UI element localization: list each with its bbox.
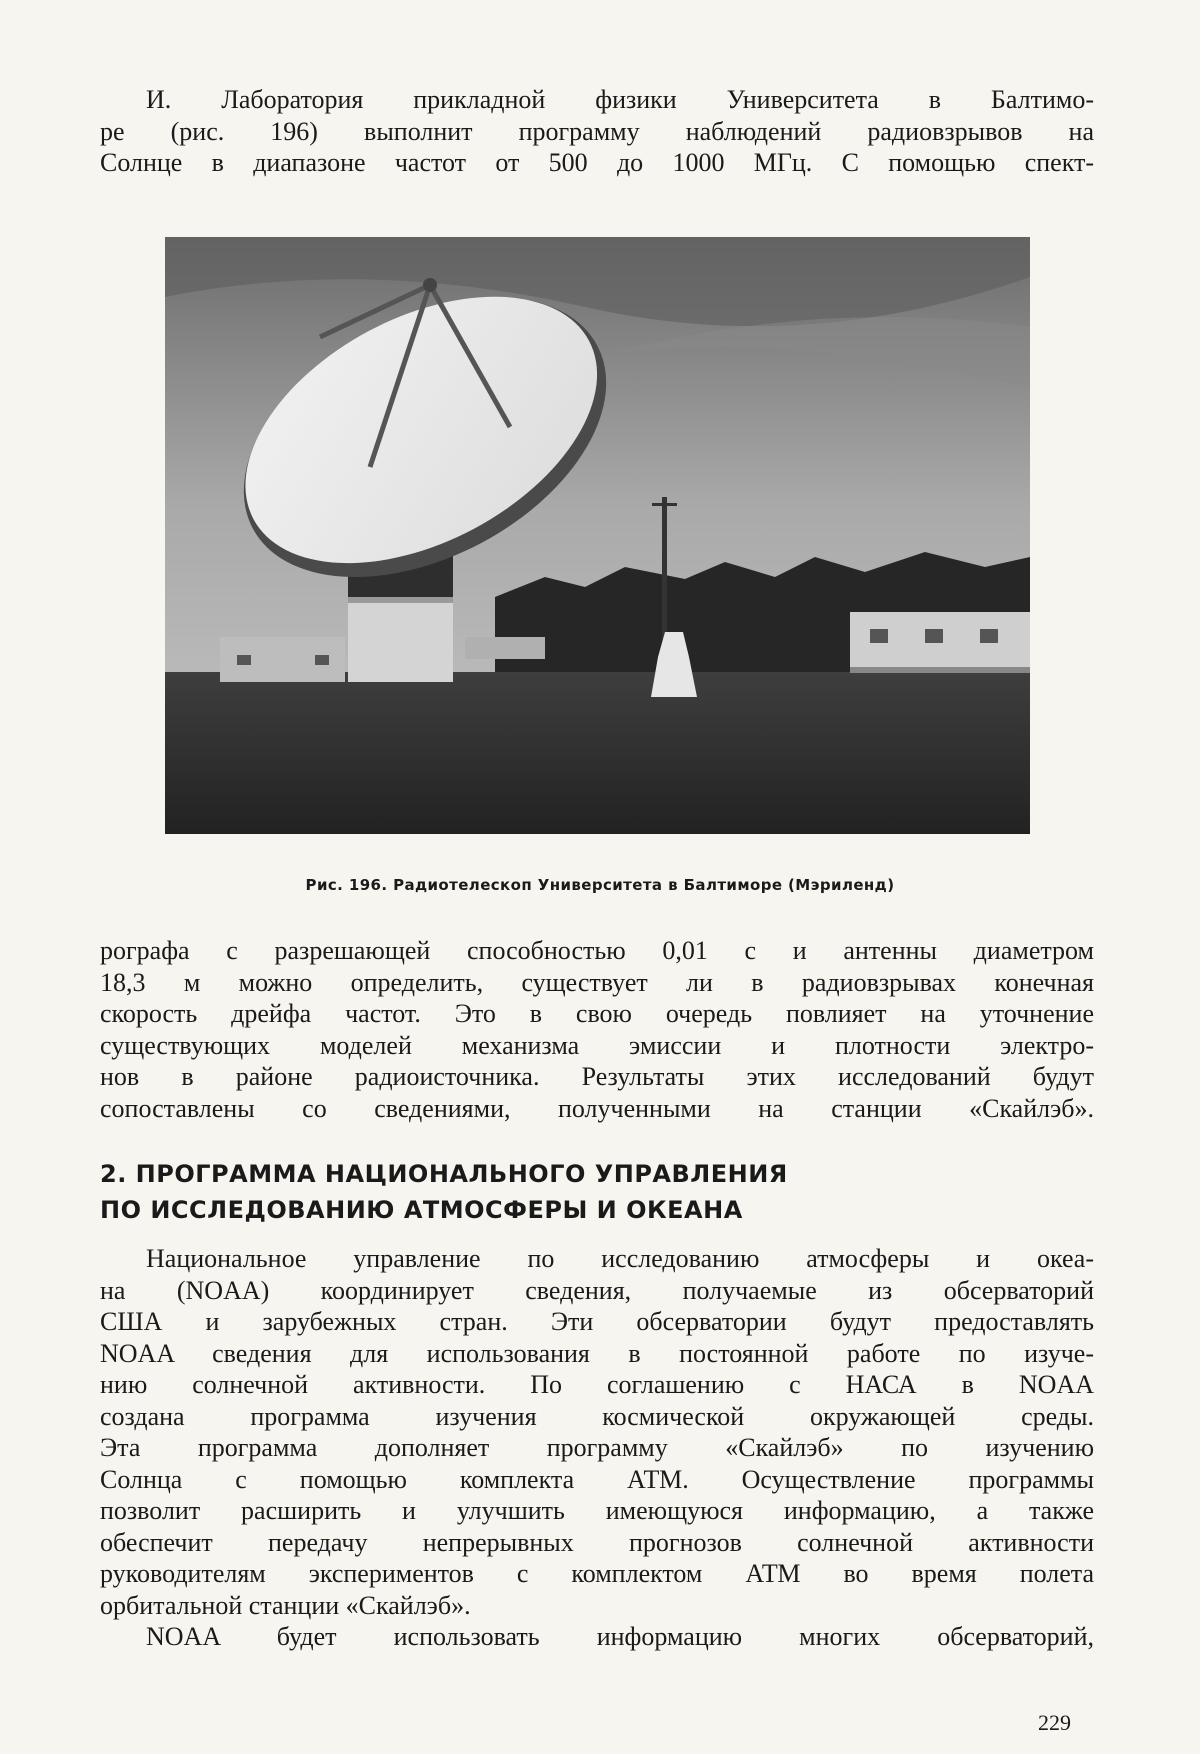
text-line: Солнце в диапазоне частот от 500 до 1000 МГц. С помощью спект- — [100, 148, 1094, 177]
text-line: скорость дрейфа частот. Это в свою очередь повлияет на уточнение — [100, 999, 1094, 1028]
text-line: сопоставлены со сведениями, полученными на станции «Скайлэб». — [100, 1093, 1094, 1123]
text-line: США и зарубежных стран. Эти обсерватории будут предоставлять — [100, 1307, 1094, 1336]
text-line: Эта программа дополняет программу «Скайлэб» по изучению — [100, 1433, 1094, 1462]
text-line: создана программа изучения космической окружающей среды. — [100, 1401, 1094, 1431]
text-line: NOAA будет использовать информацию многих обсерваторий, — [146, 1622, 1094, 1651]
section-heading — [100, 1156, 1094, 1228]
photo-illustration — [165, 237, 1030, 834]
text-line: Солнца с помощью комплекта АТМ. Осуществление программы — [100, 1464, 1094, 1494]
text-line: позволит расширить и улучшить имеющуюся информацию, а также — [100, 1496, 1094, 1525]
text-line: нию солнечной активности. По соглашению с НАСА в NOAA — [100, 1370, 1094, 1399]
figure-caption: Рис. 196. Радиотелескоп Университета в Балтиморе (Мэриленд) — [305, 876, 895, 894]
text-line: ре (рис. 196) выполнит программу наблюдений радиовзрывов на — [100, 116, 1094, 146]
text-line: Национальное управление по исследованию атмосферы и океа- — [146, 1244, 1094, 1273]
text-line: существующих моделей механизма эмиссии и плотности электро- — [100, 1030, 1094, 1060]
section-heading-line: ПО ИССЛЕДОВАНИЮ АТМОСФЕРЫ И ОКЕАНА — [100, 1196, 743, 1224]
text-line: орбитальной станции «Скайлэб». — [100, 1590, 471, 1620]
radio-telescope-photo — [165, 237, 1030, 834]
text-line: нов в районе радиоисточника. Результаты этих исследований будут — [100, 1062, 1094, 1091]
text-line: 18,3 м можно определить, существует ли в радиовзрывах конечная — [100, 967, 1094, 997]
paragraph-continuation — [100, 935, 1094, 1124]
text-line: на (NOAA) координирует сведения, получаемые из обсерваторий — [100, 1275, 1094, 1305]
text-line: И. Лаборатория прикладной физики Университета в Балтимо- — [146, 85, 1094, 114]
text-line: обеспечит передачу непрерывных прогнозов солнечной активности — [100, 1527, 1094, 1557]
text-line: рографа с разрешающей способностью 0,01 с и антенны диаметром — [100, 936, 1094, 965]
section-heading-line: 2. ПРОГРАММА НАЦИОНАЛЬНОГО УПРАВЛЕНИЯ — [100, 1160, 788, 1188]
paragraph-noaa — [100, 1243, 1094, 1653]
page-number: 229 — [1038, 1710, 1071, 1735]
text-line: руководителям экспериментов с комплектом АТМ во время полета — [100, 1559, 1094, 1588]
text-line: NOAA сведения для использования в постоянной работе по изуче- — [100, 1338, 1094, 1368]
paragraph-intro — [100, 84, 1094, 179]
